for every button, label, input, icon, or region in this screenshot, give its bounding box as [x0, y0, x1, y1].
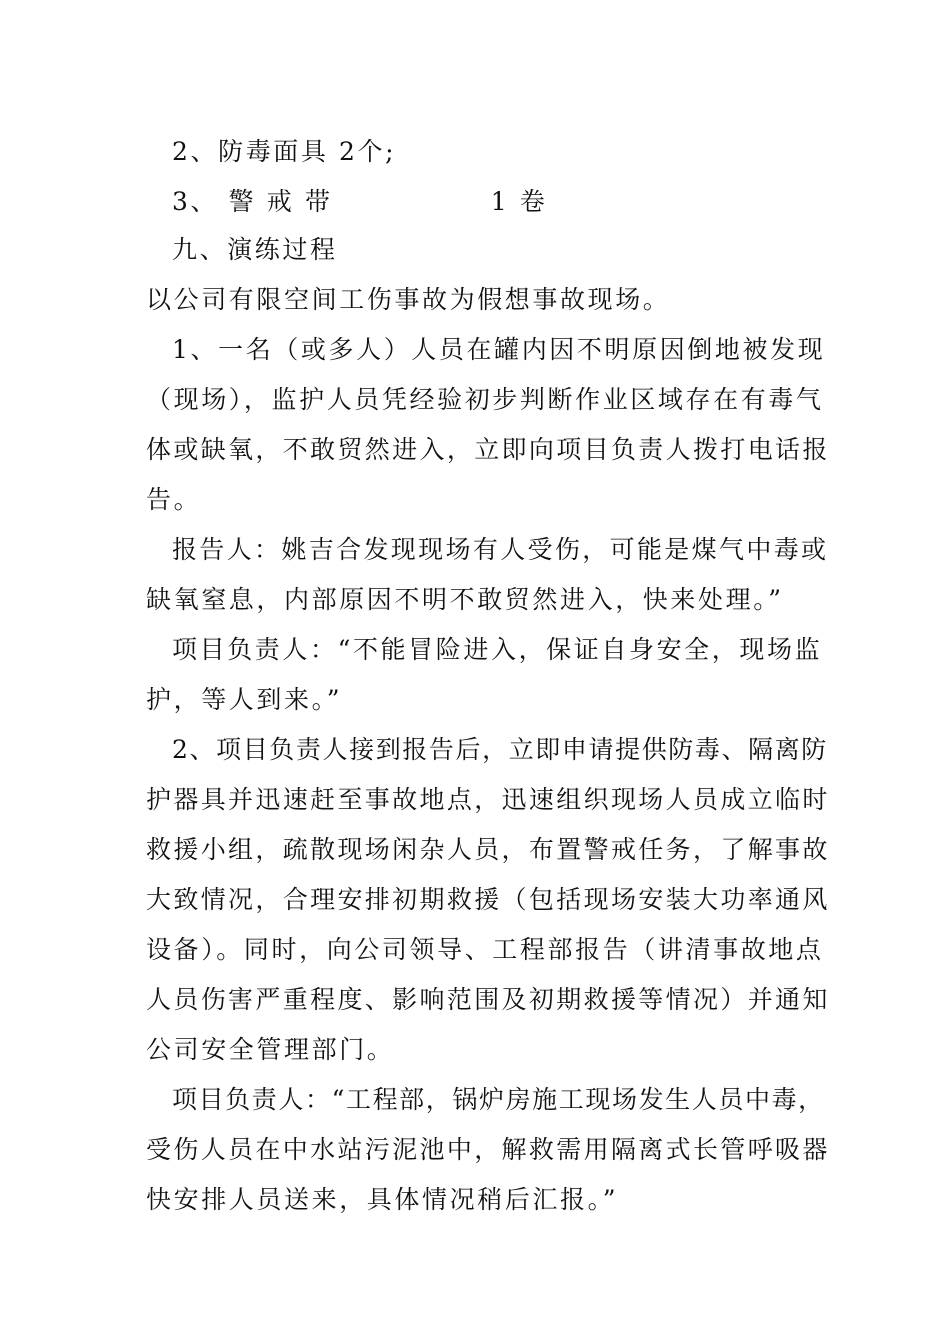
paragraph-line: （现场），监护人员凭经验初步判断作业区域存在有毒气: [146, 385, 824, 414]
paragraph-line: 护，等人到来。”: [146, 685, 343, 714]
paragraph-line: 报告人：姚吉合发现现场有人受伤，可能是煤气中毒或: [172, 535, 829, 564]
paragraph-line: 体或缺氧，不敢贸然进入，立即向项目负责人拨打电话报: [146, 435, 830, 464]
paragraph-line: 快安排人员送来，具体情况稍后汇报。”: [146, 1185, 619, 1214]
paragraph-line: 受伤人员在中水站污泥池中，解救需用隔离式长管呼吸器: [146, 1135, 830, 1164]
paragraph-line: 大致情况，合理安排初期救援（包括现场安装大功率通风: [146, 885, 830, 914]
equipment-item-2: 2、防毒面具 2个;: [172, 137, 397, 166]
paragraph-line: 以公司有限空间工伤事故为假想事故现场。: [146, 285, 671, 314]
paragraph-line: 救援小组，疏散现场闲杂人员，布置警戒任务，了解事故: [146, 835, 830, 864]
section-heading-drill-process: 九、演练过程: [172, 235, 338, 264]
paragraph-line: 告。: [146, 485, 202, 514]
paragraph-line: 项目负责人：“不能冒险进入，保证自身安全，现场监: [172, 635, 823, 664]
paragraph-line: 人员伤害严重程度、影响范围及初期救援等情况）并通知: [146, 985, 830, 1014]
paragraph-line: 项目负责人：“工程部，锅炉房施工现场发生人员中毒，: [172, 1085, 825, 1114]
paragraph-line: 缺氧窒息，内部原因不明不敢贸然进入，快来处理。”: [146, 585, 784, 614]
paragraph-line: 2、项目负责人接到报告后，立即申请提供防毒、隔离防: [172, 735, 828, 764]
paragraph-line: 设备）。同时，向公司领导、工程部报告（讲清事故地点: [146, 935, 824, 964]
paragraph-line: 1、一名（或多人）人员在罐内因不明原因倒地被发现: [172, 335, 826, 364]
equipment-item-3: 3、 警 戒 带 1 卷: [172, 187, 548, 216]
paragraph-line: 公司安全管理部门。: [146, 1035, 395, 1064]
paragraph-line: 护器具并迅速赶至事故地点，迅速组织现场人员成立临时: [146, 785, 830, 814]
